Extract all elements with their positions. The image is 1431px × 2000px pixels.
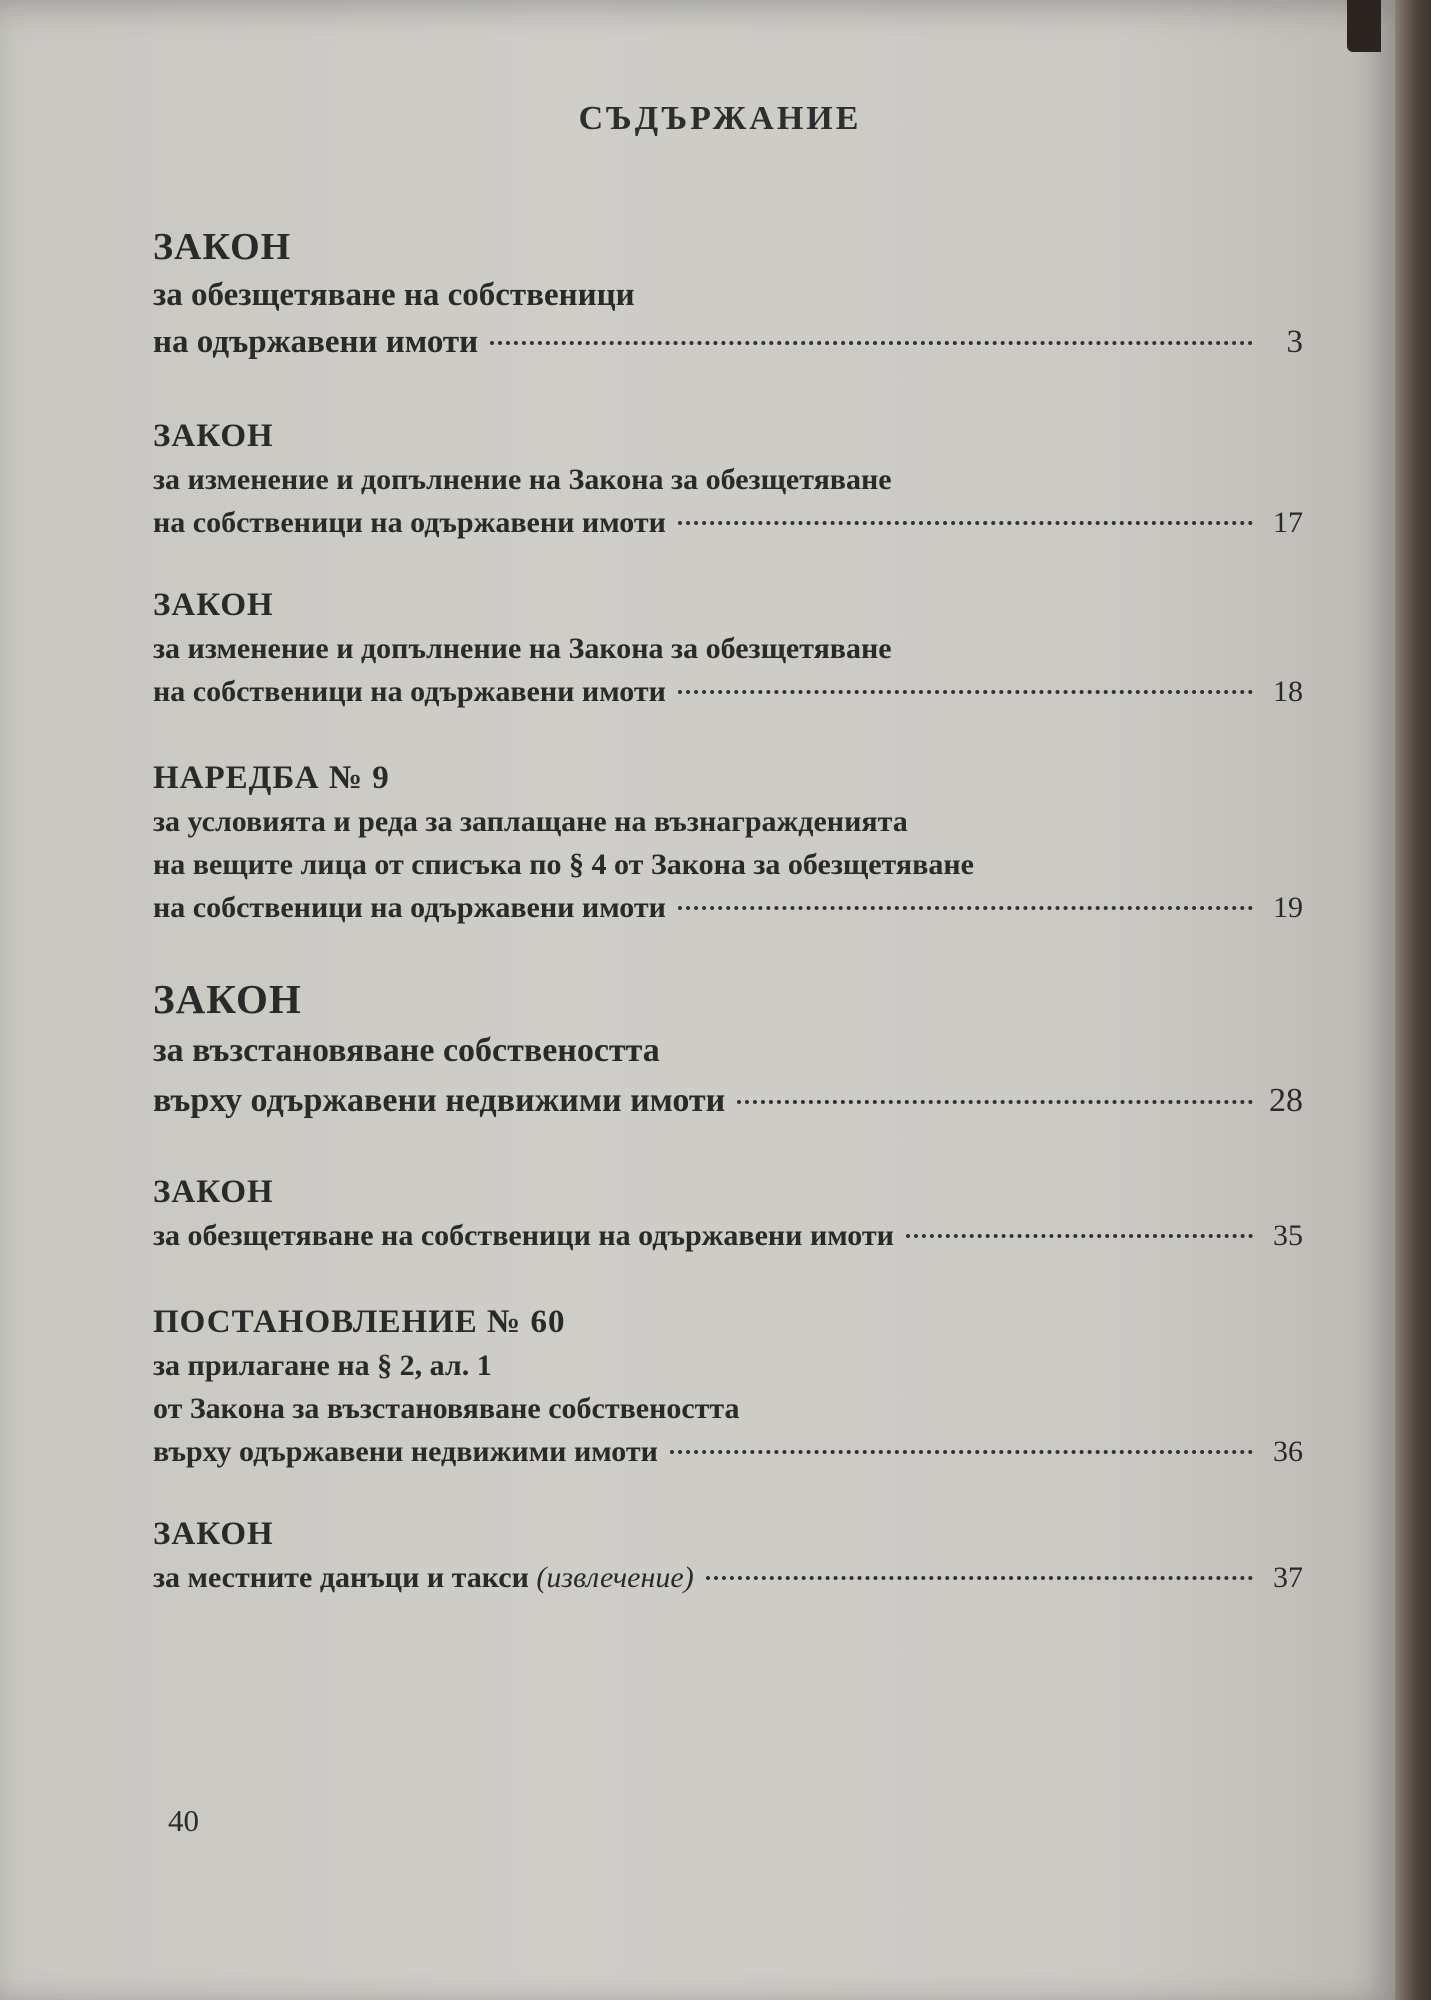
dot-leader	[906, 1234, 1253, 1238]
toc-page-number: 18	[1273, 675, 1303, 708]
dot-leader	[678, 690, 1253, 694]
toc-entry	[153, 972, 1303, 1126]
toc-entry-line: за прилагане на § 2, ал. 1	[153, 1349, 492, 1382]
toc-entry	[153, 222, 1303, 366]
toc-page-number: 28	[1269, 1082, 1303, 1119]
toc-entry-line: на вещите лица от списъка по § 4 от Закона за обезщетяване	[153, 848, 974, 881]
toc-entry-text: на одържавени имоти	[153, 324, 479, 360]
toc-entry	[153, 414, 1303, 544]
page-number: 40	[168, 1803, 199, 1838]
toc-entry-last-line	[153, 886, 1303, 929]
toc-page-number: 35	[1273, 1219, 1303, 1252]
toc-entry-line: за обезщетяване на собственици	[153, 277, 635, 313]
dot-leader	[706, 1576, 1253, 1580]
toc-entry-text: върху одържавени недвижими имоти	[153, 1435, 658, 1468]
toc-entry-last-line	[153, 1556, 1303, 1599]
toc-entry-line: за условията и реда за заплащане на възнагражденията	[153, 805, 908, 838]
toc-page-number: 36	[1273, 1435, 1303, 1468]
toc-entry-heading: ЗАКОН	[153, 587, 274, 623]
toc-entry-last-line	[153, 1430, 1303, 1473]
toc-entry-heading: ЗАКОН	[153, 1516, 274, 1552]
toc-entry	[153, 756, 1303, 929]
page-edge	[1395, 0, 1431, 2000]
toc-entry-last-line	[153, 501, 1303, 544]
toc-entry-heading: ЗАКОН	[153, 1174, 274, 1210]
toc-page-number: 17	[1273, 506, 1303, 539]
dot-leader	[678, 521, 1253, 525]
dot-leader	[670, 1450, 1253, 1454]
toc-entry-text: върху одържавени недвижими имоти	[153, 1082, 726, 1119]
toc-entry-line: за възстановяване собствеността	[153, 1032, 660, 1069]
toc-entry-line: за изменение и допълнение на Закона за обезщетяване	[153, 632, 892, 665]
toc-entry-heading: НАРЕДБА № 9	[153, 760, 390, 796]
toc-entry-last-line	[153, 670, 1303, 713]
toc-entry-heading: ПОСТАНОВЛЕНИЕ № 60	[153, 1304, 566, 1340]
toc-entry-line: за изменение и допълнение на Закона за обезщетяване	[153, 463, 892, 496]
toc-entry-text: на собственици на одържавени имоти	[153, 891, 666, 924]
toc-entry-last-line	[153, 1076, 1303, 1126]
toc-entry	[153, 1300, 1303, 1473]
toc-entry-last-line	[153, 319, 1303, 366]
toc-entry	[153, 583, 1303, 713]
dot-leader	[678, 906, 1253, 910]
toc-page-number: 37	[1273, 1561, 1303, 1594]
toc-entry-text	[153, 1556, 694, 1599]
toc-entry-text-main: за местните данъци и такси	[153, 1561, 537, 1594]
dot-leader	[737, 1100, 1253, 1104]
page-title: СЪДЪРЖАНИЕ	[578, 100, 862, 137]
toc-page-number: 3	[1286, 324, 1303, 360]
toc-entry-text: на собственици на одържавени имоти	[153, 675, 666, 708]
toc-page-number: 19	[1273, 891, 1303, 924]
toc-entry-text: на собственици на одържавени имоти	[153, 506, 666, 539]
dot-leader	[490, 341, 1253, 345]
toc-entry	[153, 1512, 1303, 1599]
toc-entry-heading: ЗАКОН	[153, 976, 302, 1022]
corner-mark	[1347, 0, 1381, 52]
toc-entry-line: от Закона за възстановяване собствеността	[153, 1392, 740, 1425]
toc-entry	[153, 1170, 1303, 1257]
toc-entry-note: (извлечение)	[536, 1561, 694, 1594]
toc-entry-heading: ЗАКОН	[153, 226, 292, 268]
toc-entry-heading: ЗАКОН	[153, 418, 274, 454]
toc-entry-last-line	[153, 1214, 1303, 1257]
toc-entry-text: за обезщетяване на собственици на одържавени имоти	[153, 1219, 894, 1252]
